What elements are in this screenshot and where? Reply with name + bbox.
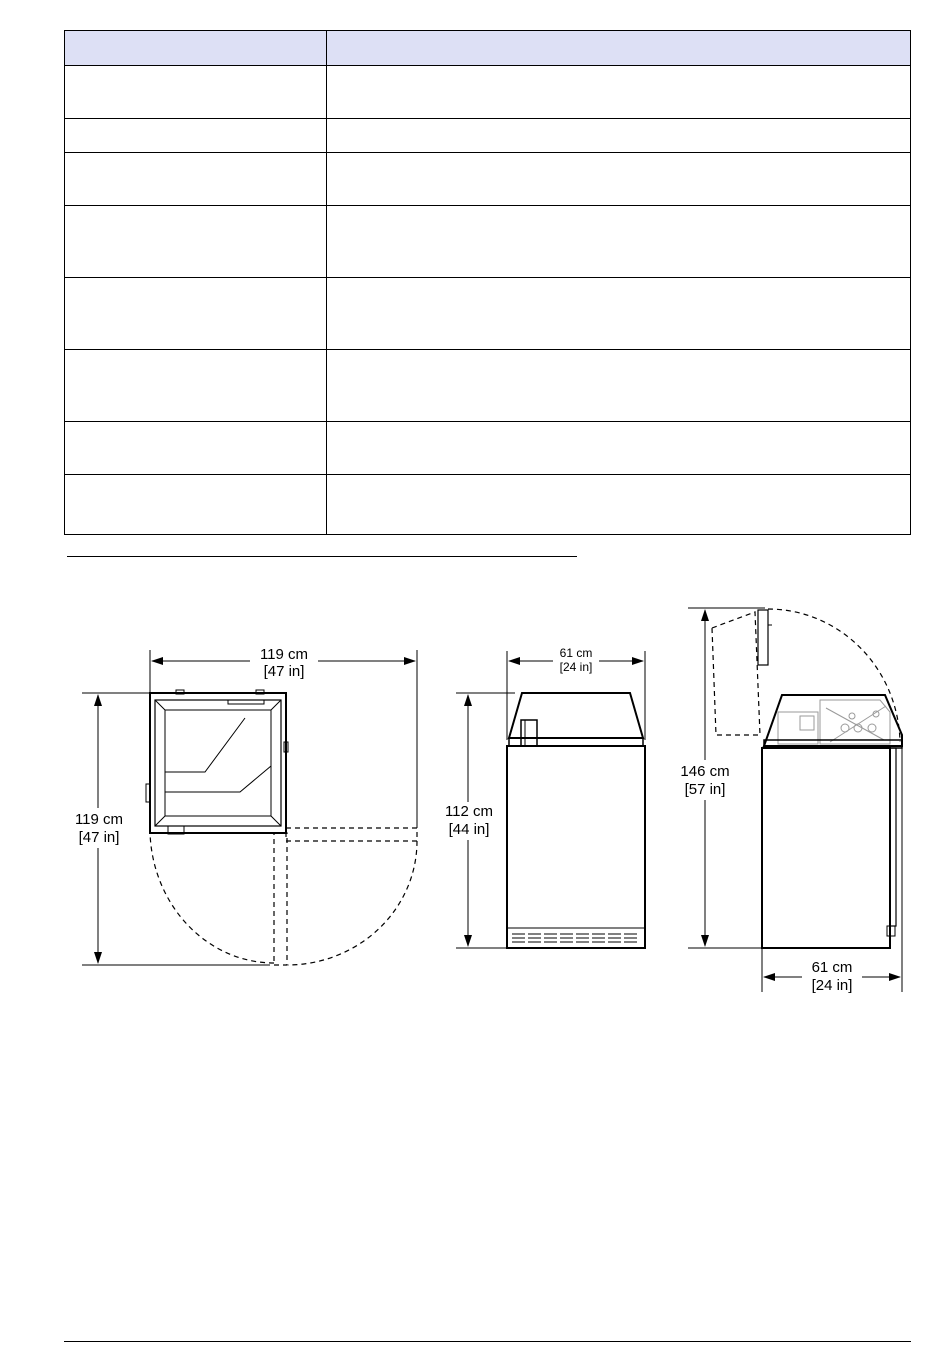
table-row [65, 153, 911, 206]
table-cell [65, 66, 327, 119]
table-cell [327, 475, 911, 535]
table-cell [65, 422, 327, 475]
top-width-cm-label: 119 cm [259, 646, 309, 663]
table-cell [327, 278, 911, 350]
top-width-in-label: [47 in] [263, 663, 305, 680]
table-row [65, 206, 911, 278]
table-cell [65, 475, 327, 535]
table-cell [65, 350, 327, 422]
top-depth-cm-label: 119 cm [74, 811, 124, 828]
front-height-in-label: [44 in] [448, 821, 490, 838]
page-footer-rule [64, 1341, 911, 1342]
table-row [65, 350, 911, 422]
table-cell [65, 278, 327, 350]
side-height-in-label: [57 in] [684, 781, 726, 798]
table-cell [65, 206, 327, 278]
table-cell [327, 153, 911, 206]
table-row [65, 66, 911, 119]
side-width-in-label: [24 in] [811, 977, 853, 994]
table-cell [327, 422, 911, 475]
section-divider [67, 556, 577, 557]
table-cell [327, 66, 911, 119]
table-cell [327, 206, 911, 278]
front-height-cm-label: 112 cm [444, 803, 494, 820]
front-width-in-label: [24 in] [559, 660, 593, 674]
table-cell [327, 350, 911, 422]
table-cell [327, 119, 911, 153]
table-row [65, 278, 911, 350]
table-row [65, 119, 911, 153]
table-cell [65, 153, 327, 206]
table-header-cell [65, 31, 327, 66]
side-height-cm-label: 146 cm [680, 763, 730, 780]
table-header-cell [327, 31, 911, 66]
front-view-drawing [456, 651, 645, 948]
front-width-cm-label: 61 cm [559, 646, 593, 660]
side-width-cm-label: 61 cm [811, 959, 853, 976]
table-cell [65, 119, 327, 153]
specifications-table [64, 30, 911, 535]
table-row [65, 422, 911, 475]
top-view-drawing [82, 650, 417, 965]
table-header-row [65, 31, 911, 66]
table-row [65, 475, 911, 535]
dimensions-figure [0, 590, 950, 1010]
top-depth-in-label: [47 in] [78, 829, 120, 846]
